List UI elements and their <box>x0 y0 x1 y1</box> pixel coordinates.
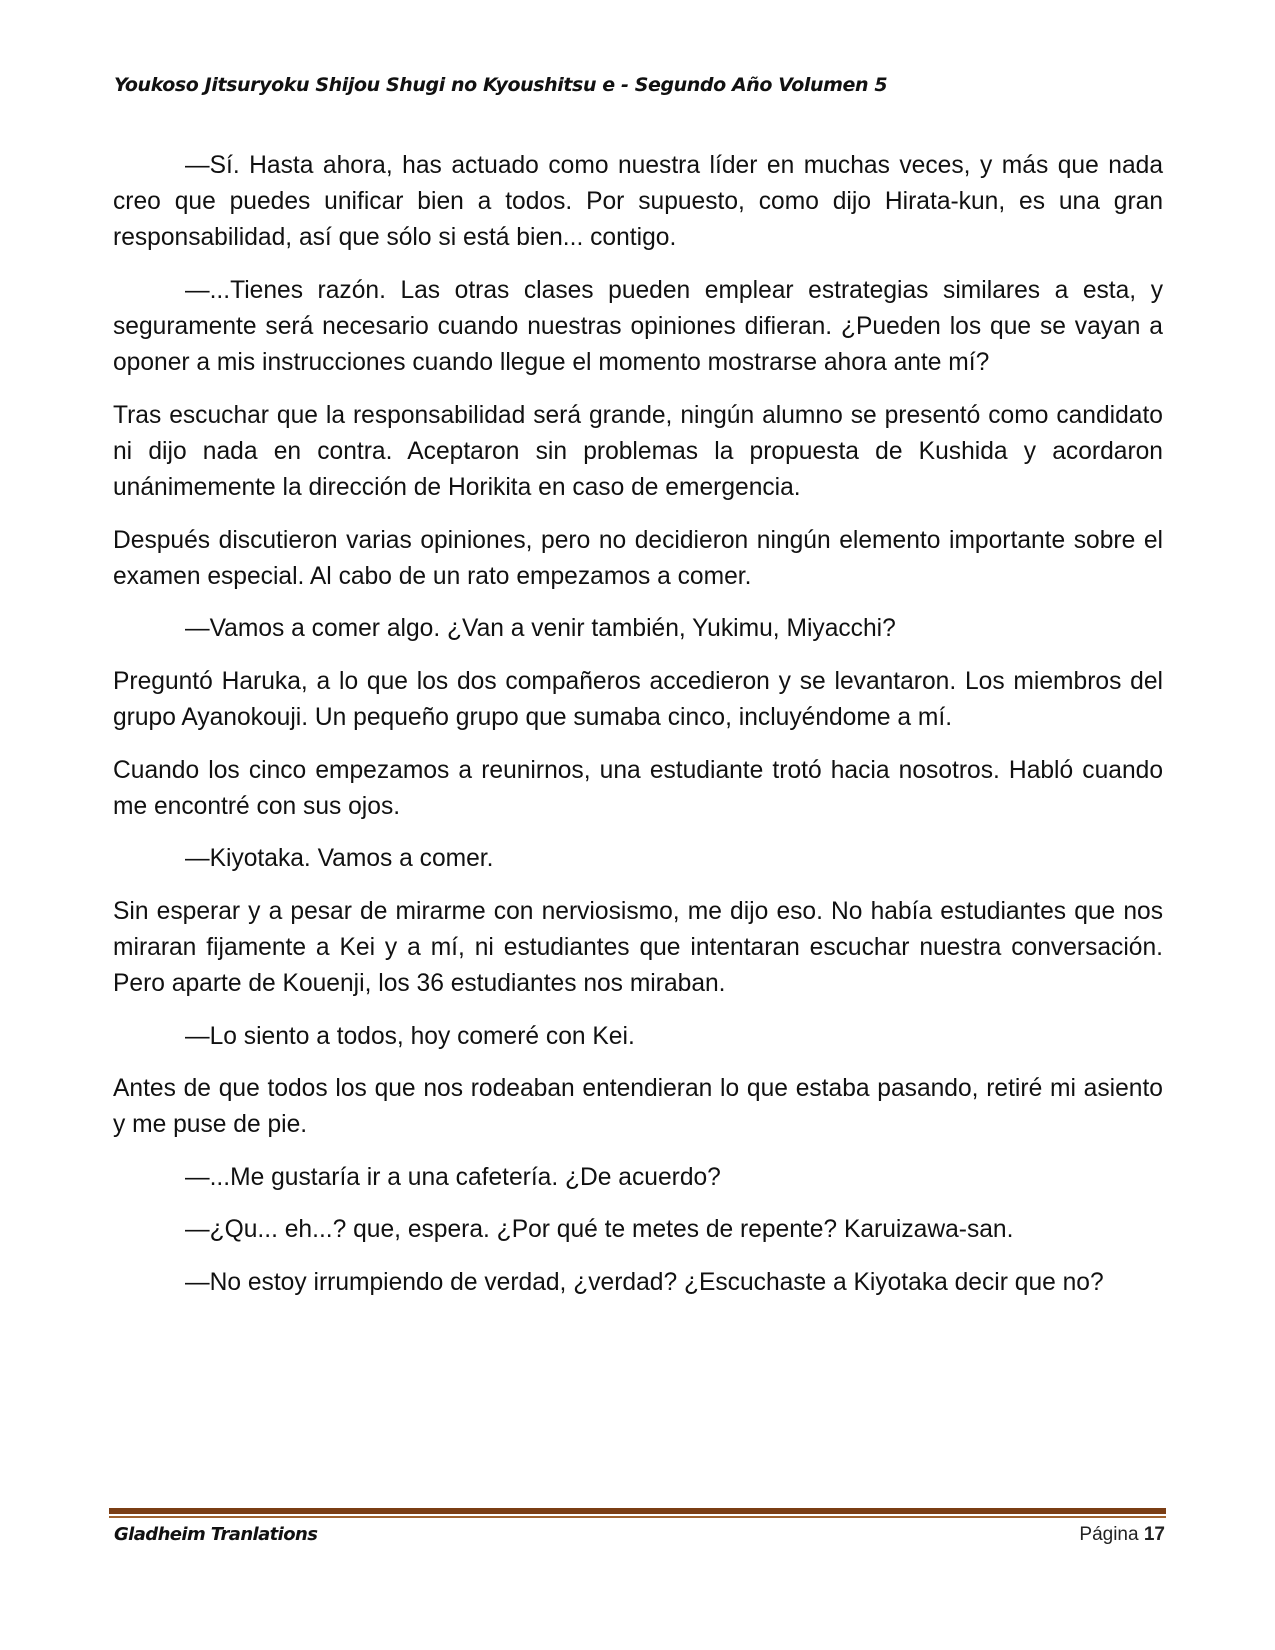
page-label: Página <box>1079 1524 1139 1545</box>
footer-divider <box>109 1508 1166 1518</box>
paragraph-narration: Preguntó Haruka, a lo que los dos compañeros accedieron y se levantaron. Los miembros del grupo Ayanokouji. Un pequeño grupo que sumaba cinco, incluyéndome a mí. <box>113 667 1163 732</box>
paragraph-narration: Cuando los cinco empezamos a reunirnos, una estudiante trotó hacia nosotros. Habló cuando me encontré con sus ojos. <box>113 756 1163 820</box>
footer-credit: Gladheim Tranlations <box>114 1524 318 1545</box>
paragraph-dialogue: —No estoy irrumpiendo de verdad, ¿verdad? ¿Escuchaste a Kiyotaka decir que no? <box>185 1268 1104 1296</box>
footer-divider-thin <box>109 1516 1166 1518</box>
paragraph-dialogue: —Vamos a comer algo. ¿Van a venir también, Yukimu, Miyacchi? <box>185 615 896 643</box>
paragraph-narration: Sin esperar y a pesar de mirarme con nerviosismo, me dijo eso. No había estudiantes que nos miraran fijamente a Kei y a mí, ni estudiantes que intentaran escuchar nuestra conversación. Pero aparte de Kouenji, los 36 estudiantes nos miraban. <box>113 897 1163 998</box>
paragraph-dialogue: —Lo siento a todos, hoy comeré con Kei. <box>185 1022 635 1050</box>
body-text <box>113 148 1163 1317</box>
paragraph-dialogue: —...Me gustaría ir a una cafetería. ¿De acuerdo? <box>185 1163 721 1191</box>
paragraph-narration: Antes de que todos los que nos rodeaban entendieran lo que estaba pasando, retiré mi asiento y me puse de pie. <box>113 1075 1163 1139</box>
paragraph-narration: Después discutieron varias opiniones, pero no decidieron ningún elemento importante sobre el examen especial. Al cabo de un rato empezamos a comer. <box>113 526 1163 590</box>
paragraph-dialogue: —...Tienes razón. Las otras clases pueden emplear estrategias similares a esta, y seguramente será necesario cuando nuestras opiniones difieran. ¿Pueden los que se vayan a oponer a mis instrucciones cuando llegue el momento mostrarse ahora ante mí? <box>113 276 1163 377</box>
page-number-value: 17 <box>1143 1524 1165 1545</box>
paragraph-dialogue: —¿Qu... eh...? que, espera. ¿Por qué te metes de repente? Karuizawa-san. <box>185 1216 1014 1244</box>
paragraph-narration: Tras escuchar que la responsabilidad será grande, ningún alumno se presentó como candidato ni dijo nada en contra. Aceptaron sin problemas la propuesta de Kushida y acordaron unánimemente la dirección de Horikita en caso de emergencia. <box>113 401 1163 502</box>
page-number <box>1079 1524 1165 1546</box>
running-header: Youkoso Jitsuryoku Shijou Shugi no Kyoushitsu e - Segundo Año Volumen 5 <box>114 74 888 96</box>
paragraph-dialogue: —Sí. Hasta ahora, has actuado como nuestra líder en muchas veces, y más que nada creo que puedes unificar bien a todos. Por supuesto, como dijo Hirata-kun, es una gran responsabilidad, así que sólo si está bien... contigo. <box>113 152 1163 252</box>
paragraph-dialogue: —Kiyotaka. Vamos a comer. <box>185 845 494 873</box>
